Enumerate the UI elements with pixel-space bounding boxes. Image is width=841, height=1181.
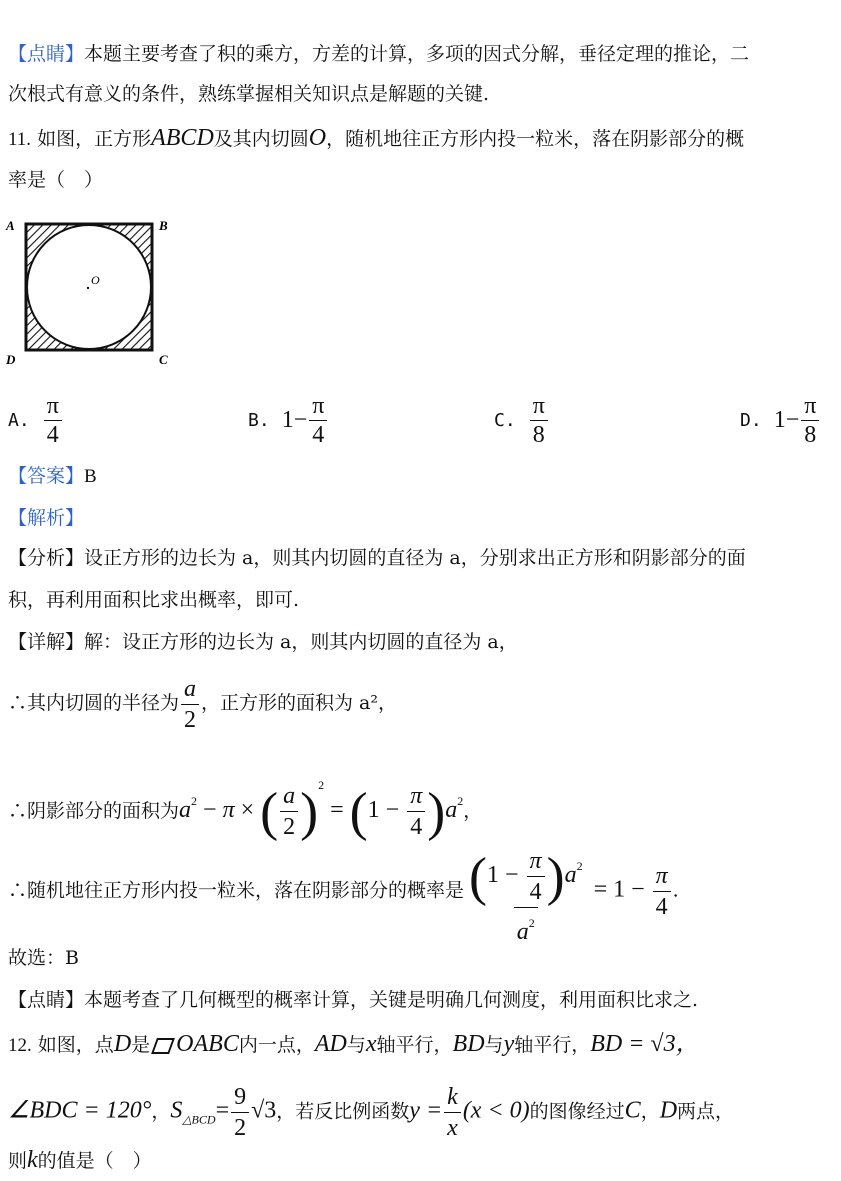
- q12-line1: [8, 1030, 700, 1060]
- q12-t6: 与: [484, 1034, 504, 1056]
- q11-stem-line2: 率是（ ）: [8, 169, 104, 191]
- q12-t11: 两点，: [677, 1100, 735, 1123]
- option-a-num: π: [46, 393, 59, 419]
- label-b: B: [159, 218, 168, 233]
- q12-comma: ，: [151, 1100, 171, 1123]
- inscribed-circle: [27, 225, 151, 349]
- option-d-num: π: [804, 393, 817, 419]
- option-b-prefix: 1−: [281, 407, 308, 433]
- option-d-den: 8: [801, 420, 819, 449]
- choose-line: 故选：B: [8, 947, 79, 969]
- q11-number: 11.: [8, 129, 32, 150]
- fenxi-tag: 【分析】: [8, 547, 85, 569]
- option-a-den: 4: [44, 420, 62, 449]
- step2-line: ∴阴影部分的面积为$a^2 - \pi$ × ( $\frac{a}{2}$ )$^2$ = (1 − $\frac{\pi}{4}$ )$a^2$，: [8, 778, 483, 842]
- q12-t3: 内一点，: [238, 1034, 315, 1056]
- step2-formula: $a^2 - \pi$ × ( $\frac{a}{2}$ )$^2$ = (1 − $\frac{\pi}{4}$ )$a^2$: [179, 778, 464, 842]
- detail-text1: 解：设正方形的边长为 a，则其内切圆的直径为 a，: [84, 631, 518, 653]
- q12-c: C: [624, 1097, 641, 1124]
- option-c-num: π: [532, 393, 545, 419]
- q11-text-a: 如图，正方形: [37, 128, 152, 150]
- detail-line1: [8, 628, 518, 656]
- q12-s-root: √3: [251, 1097, 277, 1124]
- fenxi-line1: [8, 544, 746, 572]
- q11-o: O: [308, 125, 327, 151]
- center-dot: [87, 287, 89, 289]
- answer-value: B: [84, 466, 97, 487]
- q12-func-den: x: [444, 1112, 461, 1143]
- q12-t4: 与: [346, 1034, 366, 1056]
- q12-t10: ，: [640, 1100, 660, 1123]
- comment-text: 本题考查了几何概型的概率计算，关键是明确几何测度，利用面积比求之.: [84, 989, 699, 1011]
- q12-line3: [8, 1146, 152, 1175]
- q12-t2: 是: [131, 1034, 151, 1056]
- option-b-num: π: [312, 393, 325, 419]
- step1-line: ∴其内切圆的半径为 $\frac{a}{2}$ ，正方形的面积为 a²，: [8, 675, 398, 733]
- q12-line2: [8, 1082, 734, 1148]
- step1-text: ∴其内切圆的半径为: [8, 692, 180, 714]
- q12-s-label: S: [170, 1097, 183, 1124]
- q12-t9: 的图像经过: [529, 1100, 625, 1123]
- option-b[interactable]: [248, 392, 329, 449]
- q12-oabc: OABC: [176, 1031, 239, 1057]
- label-c: C: [159, 352, 168, 367]
- q12-s-den: 2: [231, 1112, 249, 1143]
- q12-k: k: [27, 1147, 38, 1173]
- comment-line: [8, 986, 698, 1014]
- q12-bd: BD: [452, 1031, 485, 1057]
- q12-line3-a: 则: [8, 1150, 28, 1172]
- step3-line: ∴随机地往正方形内投一粒米，落在阴影部分的概率是 (1 − $\frac{\pi}{4}$ )$a^2$ $a^2$ = 1 − $\frac{\pi}{4}$ .: [8, 836, 679, 947]
- q12-t1: 如图，点: [37, 1034, 114, 1056]
- q11-stem-line1: [8, 124, 744, 154]
- q12-func-num: k: [447, 1084, 458, 1110]
- option-b-den: 4: [309, 420, 327, 449]
- fenxi-line2: 积，再利用面积比求出概率，即可.: [8, 589, 300, 611]
- q12-s-eq: =: [215, 1097, 230, 1124]
- prev-comment-text1: 本题主要考查了积的乘方，方差的计算，多项的因式分解，垂径定理的推论，二: [84, 43, 750, 65]
- q12-func-cond: (x < 0): [462, 1097, 530, 1124]
- answer-tag: 【答案】: [8, 465, 85, 487]
- q12-angle: ∠BDC = 120°: [8, 1097, 152, 1124]
- q12-t8: ，若反比例函数: [276, 1100, 410, 1123]
- option-d-prefix: 1−: [773, 407, 800, 433]
- q12-ad: AD: [314, 1031, 347, 1057]
- analysis-tag: 【解析】: [8, 507, 85, 529]
- step1-tail: ，正方形的面积为 a²，: [201, 692, 398, 714]
- q12-d2: D: [659, 1097, 678, 1124]
- q12-func-y: y =: [409, 1097, 443, 1124]
- q11-abcd: ABCD: [151, 125, 214, 151]
- q12-s-sub: △BCD: [182, 1112, 216, 1127]
- option-d[interactable]: [740, 392, 821, 449]
- comment-tag: 【点睛】: [8, 989, 85, 1011]
- option-d-label: D.: [740, 410, 762, 431]
- step3-text: ∴随机地往正方形内投一粒米，落在阴影部分的概率是: [8, 879, 465, 902]
- q12-d: D: [113, 1031, 132, 1057]
- q12-x: x: [365, 1031, 377, 1057]
- q12-number: 12.: [8, 1035, 32, 1056]
- prev-comment-tag: 【点睛】: [8, 43, 85, 65]
- option-c[interactable]: [494, 392, 550, 449]
- parallelogram-icon: [151, 1038, 175, 1054]
- step2-text: ∴阴影部分的面积为: [8, 800, 180, 822]
- answer-line: [8, 462, 97, 491]
- option-c-den: 8: [530, 420, 548, 449]
- q12-t5: 轴平行，: [376, 1034, 453, 1056]
- q12-t7: 轴平行，: [514, 1034, 591, 1056]
- label-d: D: [6, 352, 16, 367]
- prev-comment-line1: [8, 40, 749, 68]
- q11-text-b: 及其内切圆: [213, 128, 309, 150]
- q11-square-circle-figure: [4, 212, 179, 372]
- label-a: A: [6, 218, 15, 233]
- step3-formula: (1 − $\frac{\pi}{4}$ )$a^2$ $a^2$: [469, 846, 583, 945]
- option-b-label: B.: [248, 410, 270, 431]
- q11-text-c: ，随机地往正方形内投一粒米，落在阴影部分的概: [326, 128, 745, 150]
- q12-line3-b: 的值是（ ）: [37, 1150, 152, 1172]
- fenxi-text1: 设正方形的边长为 a，则其内切圆的直径为 a，分别求出正方形和阴影部分的面: [84, 547, 746, 569]
- q12-bd-eq: BD = √3，: [590, 1031, 700, 1057]
- detail-tag: 【详解】: [8, 631, 85, 653]
- option-a-label: A.: [8, 410, 30, 431]
- option-c-label: C.: [494, 410, 516, 431]
- option-a[interactable]: [8, 392, 64, 449]
- label-o: O: [91, 273, 100, 287]
- q12-y: y: [503, 1031, 515, 1057]
- prev-comment-line2: 次根式有意义的条件，熟练掌握相关知识点是解题的关键.: [8, 83, 490, 105]
- q12-s-num: 9: [234, 1084, 247, 1110]
